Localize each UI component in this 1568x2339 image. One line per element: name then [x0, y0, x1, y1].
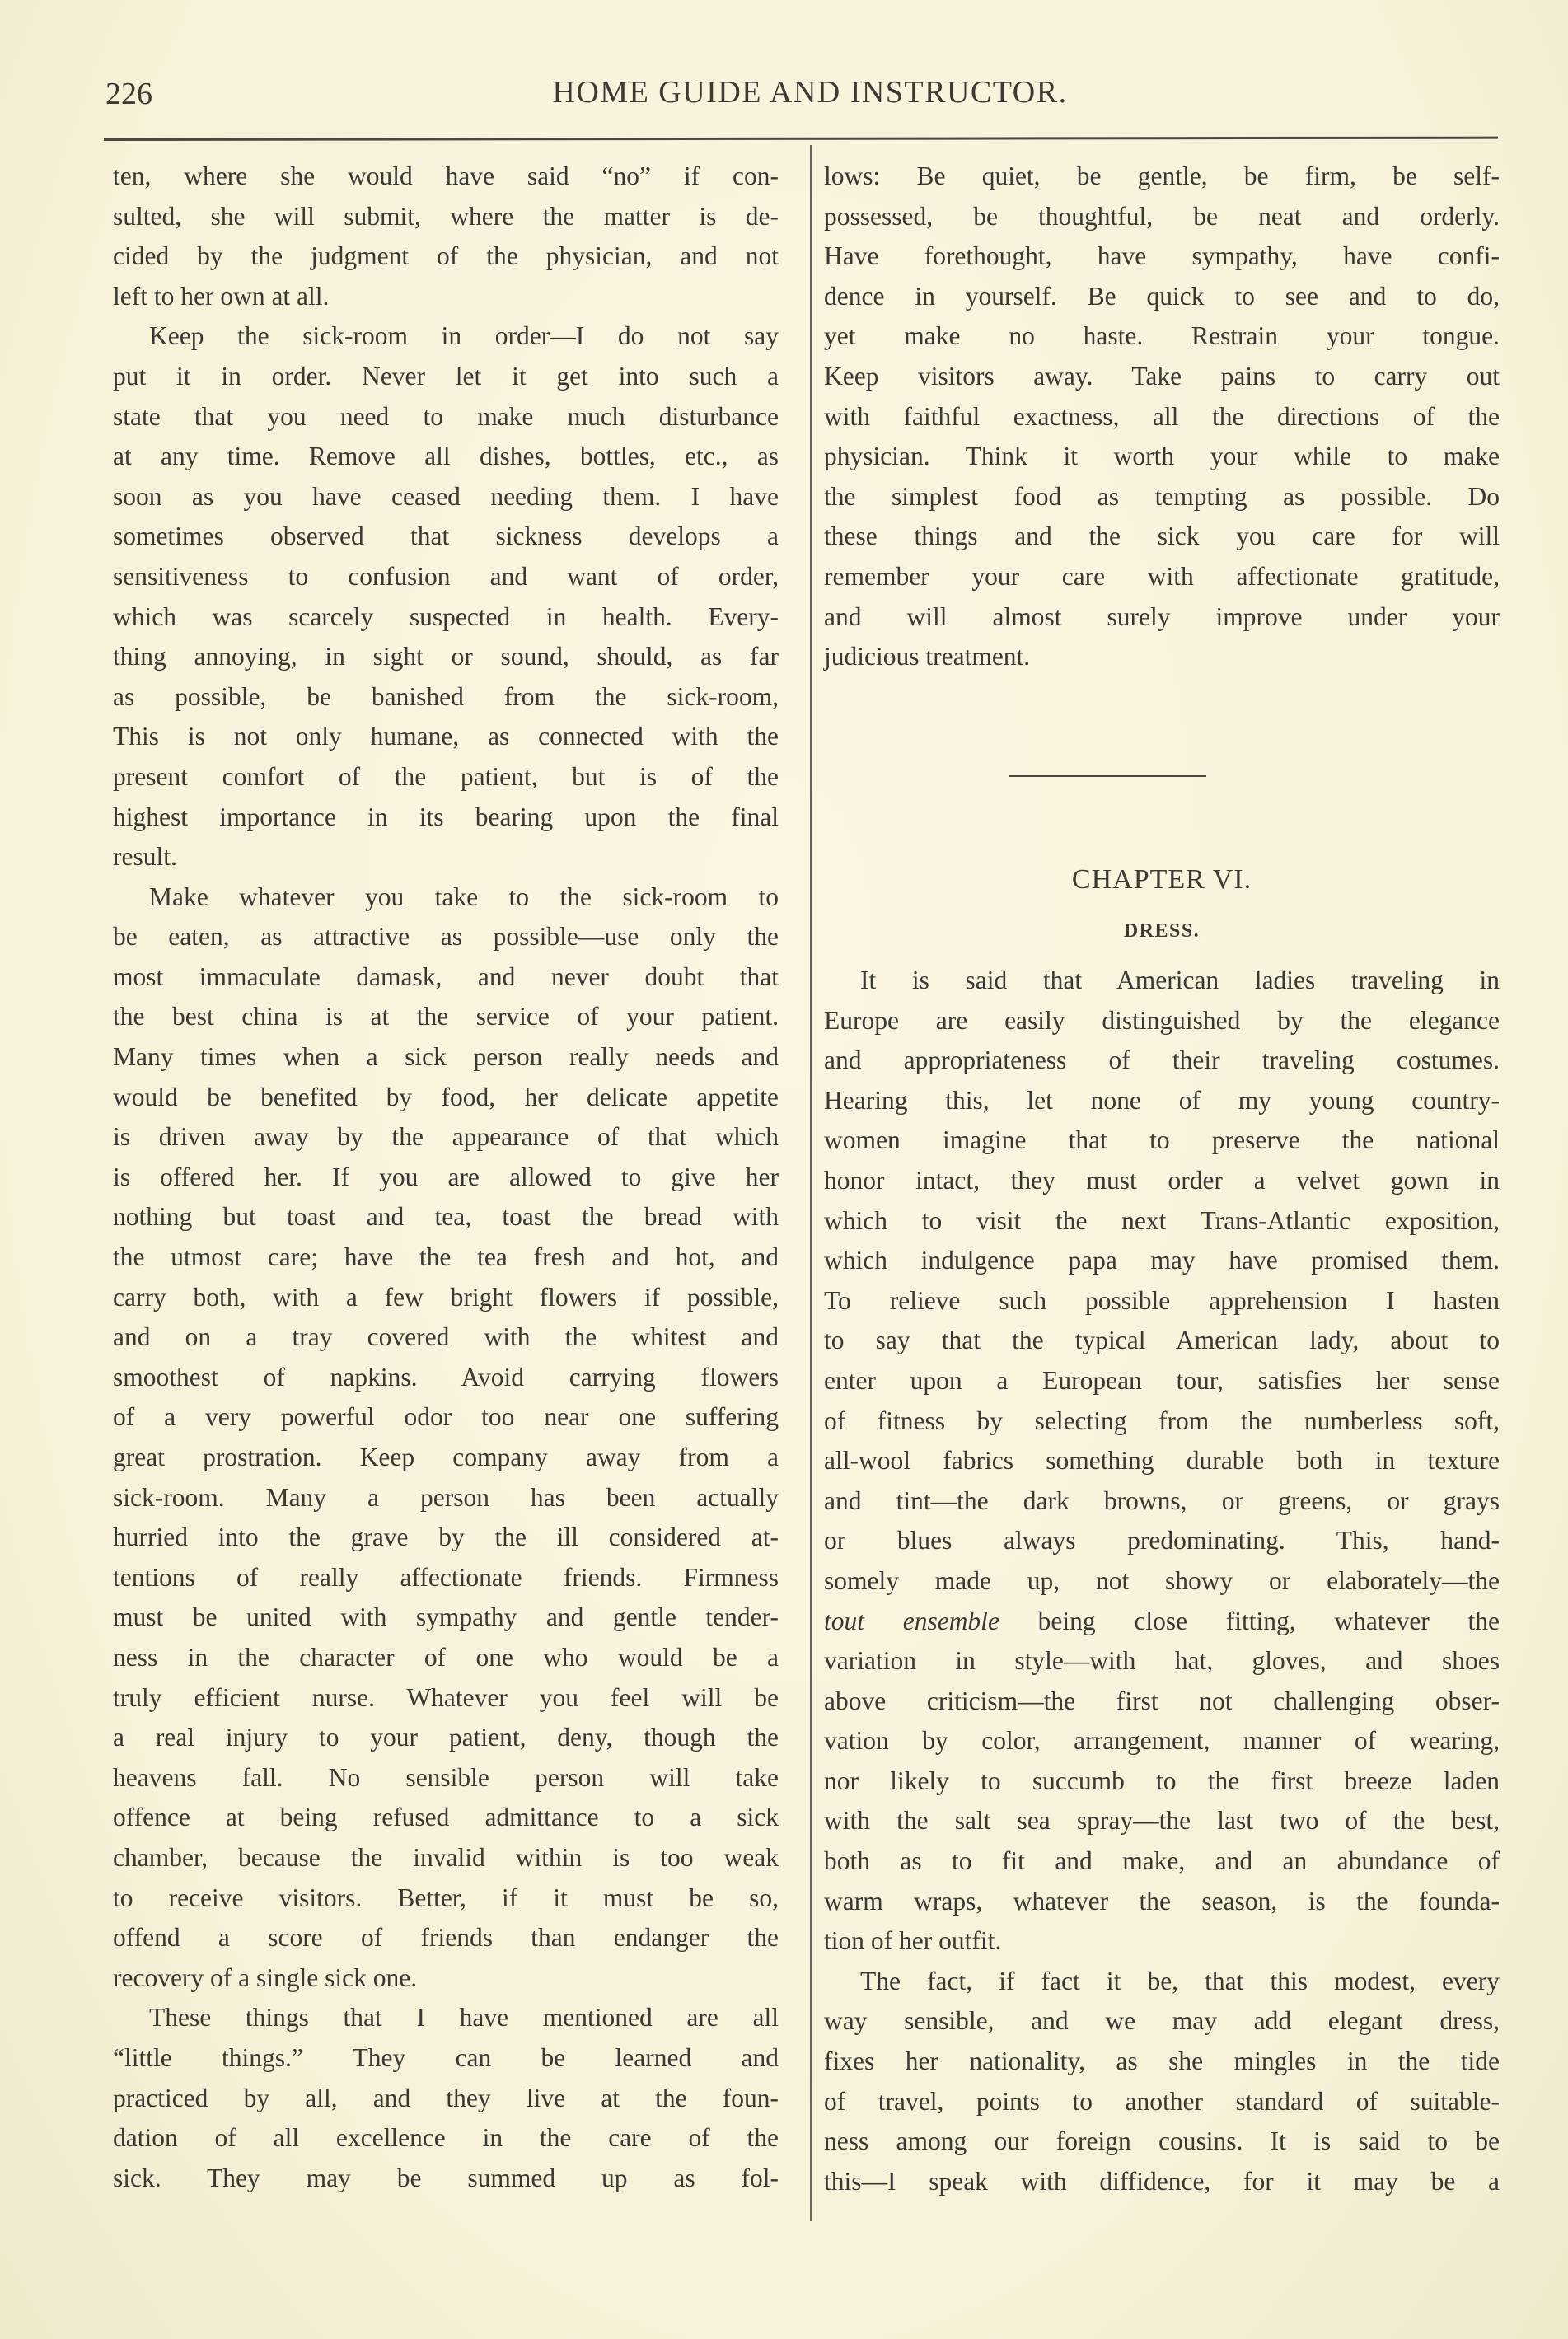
text-line: dation of all excellence in the care of the — [113, 2123, 779, 2153]
text-line: fixes her nationality, as she mingles in the tide — [824, 2047, 1500, 2076]
text-line: or blues always predominating. This, hand- — [824, 1526, 1500, 1555]
section-divider-rule — [1009, 775, 1206, 777]
text-line: sick-room. Many a person has been actually — [113, 1482, 779, 1512]
text-line: be eaten, as attractive as possible—use only the — [113, 922, 779, 952]
text-line: as possible, be banished from the sick-room, — [113, 681, 779, 711]
text-line: ness in the character of one who would be a — [113, 1642, 779, 1672]
text-line: offend a score of friends than endanger the — [113, 1923, 779, 1953]
text-line: Have forethought, have sympathy, have confi- — [824, 241, 1500, 271]
text-line: the utmost care; have the tea fresh and hot, and — [113, 1242, 779, 1272]
text-line: and appropriateness of their traveling costumes. — [824, 1046, 1500, 1075]
text-line: which to visit the next Trans-Atlantic exposition, — [824, 1205, 1500, 1235]
text-line: yet make no haste. Restrain your tongue. — [824, 321, 1500, 351]
text-line: thing annoying, in sight or sound, should, as far — [113, 642, 779, 671]
text-line: the best china is at the service of your patient. — [113, 1002, 779, 1031]
text-line: present comfort of the patient, but is of the — [113, 761, 779, 791]
paragraph-start: Keep the sick-room in order—I do not say — [149, 321, 779, 351]
text-line: practiced by all, and they live at the foun- — [113, 2083, 779, 2112]
text-line: and tint—the dark browns, or greens, or grays — [824, 1485, 1500, 1515]
right-column-lower — [824, 961, 1500, 2201]
text-line: This is not only humane, as connected with the — [113, 722, 779, 751]
text-line: of travel, points to another standard of suitable- — [824, 2086, 1500, 2116]
text-line: and on a tray covered with the whitest and — [113, 1322, 779, 1352]
paragraph-start: Make whatever you take to the sick-room to — [149, 882, 779, 911]
text-line: to receive visitors. Better, if it must be so, — [113, 1883, 779, 1912]
text-line: the simplest food as tempting as possible. Do — [824, 481, 1500, 511]
text-line: a real injury to your patient, deny, though the — [113, 1723, 779, 1752]
text-line: would be benefited by food, her delicate appetite — [113, 1082, 779, 1111]
text-line: carry both, with a few bright flowers if possible, — [113, 1282, 779, 1312]
text-line: hurried into the grave by the ill considered at- — [113, 1523, 779, 1552]
text-line: nor likely to succumb to the first breeze laden — [824, 1766, 1500, 1795]
text-line: sulted, she will submit, where the matter is de- — [113, 201, 779, 231]
text-line: result. — [113, 842, 177, 872]
text-line: sensitiveness to confusion and want of order, — [113, 561, 779, 591]
text-line: warm wraps, whatever the season, is the founda- — [824, 1886, 1500, 1916]
text-line: left to her own at all. — [113, 281, 330, 311]
text-line: which was scarcely suspected in health. Every- — [113, 601, 779, 631]
text-line: sick. They may be summed up as fol- — [113, 2163, 779, 2192]
text-line: soon as you have ceased needing them. I have — [113, 481, 779, 511]
text-line: ten, where she would have said “no” if con- — [113, 161, 779, 190]
text-line: must be united with sympathy and gentle tender- — [113, 1602, 779, 1632]
text-line: these things and the sick you care for will — [824, 522, 1500, 551]
text-line: sometimes observed that sickness develops a — [113, 522, 779, 551]
text-line: dence in yourself. Be quick to see and to do, — [824, 281, 1500, 311]
text-line: women imagine that to preserve the national — [824, 1125, 1500, 1155]
text-line: Hearing this, let none of my young country- — [824, 1085, 1500, 1115]
text-line: of a very powerful odor too near one suffering — [113, 1402, 779, 1432]
text-line: is driven away by the appearance of that which — [113, 1122, 779, 1152]
book-title: HOME GUIDE AND INSTRUCTOR. — [552, 75, 1068, 110]
text-line: put it in order. Never let it get into such a — [113, 361, 779, 391]
italic-phrase: tout ensemble — [824, 1606, 999, 1635]
page-number: 226 — [105, 77, 152, 111]
text-line: tentions of really affectionate friends. Firmness — [113, 1562, 779, 1592]
left-column — [113, 157, 779, 2198]
text-line: at any time. Remove all dishes, bottles, etc., as — [113, 442, 779, 471]
text-line: Many times when a sick person really needs and — [113, 1042, 779, 1072]
header-rule — [104, 137, 1498, 141]
text-line: heavens fall. No sensible person will take — [113, 1762, 779, 1792]
text-line: this—I speak with diffidence, for it may be a — [824, 2166, 1500, 2196]
text-line: variation in style—with hat, gloves, and shoes — [824, 1646, 1500, 1676]
text-line: remember your care with affectionate gratitude, — [824, 561, 1500, 591]
text-line: way sensible, and we may add elegant dress, — [824, 2006, 1500, 2036]
text-line: “little things.” They can be learned and — [113, 2042, 779, 2072]
text-line: which indulgence papa may have promised them. — [824, 1246, 1500, 1275]
text-line: enter upon a European tour, satisfies her sense — [824, 1365, 1500, 1395]
text-line: smoothest of napkins. Avoid carrying flowers — [113, 1362, 779, 1392]
paragraph-start: These things that I have mentioned are all — [149, 2003, 779, 2033]
text-line: all-wool fabrics something durable both in texture — [824, 1446, 1500, 1476]
text-line: cided by the judgment of the physician, and not — [113, 241, 779, 271]
text-line: recovery of a single sick one. — [113, 1962, 418, 1992]
column-divider — [810, 145, 812, 2221]
right-column-upper — [824, 157, 1500, 677]
text-line: Europe are easily distinguished by the elegance — [824, 1005, 1500, 1035]
text-line: truly efficient nurse. Whatever you feel will be — [113, 1682, 779, 1712]
text-line: both as to fit and make, and an abundance of — [824, 1846, 1500, 1876]
text-line: physician. Think it worth your while to make — [824, 442, 1500, 471]
text-line: vation by color, arrangement, manner of wearing, — [824, 1726, 1500, 1756]
paragraph-start: It is said that American ladies traveling in — [860, 966, 1500, 994]
text-line: ness among our foreign cousins. It is said to be — [824, 2126, 1500, 2156]
running-head — [105, 73, 1498, 114]
text-line: is offered her. If you are allowed to give her — [113, 1162, 779, 1191]
text-line: tion of her outfit. — [824, 1926, 1002, 1956]
text-line: most immaculate damask, and never doubt that — [113, 961, 779, 991]
chapter-title: CHAPTER VI. — [1071, 864, 1252, 895]
text-line: of fitness by selecting from the numberless soft, — [824, 1406, 1500, 1435]
text-fragment: being close fitting, whatever the — [1037, 1606, 1500, 1635]
text-line: offence at being refused admittance to a sick — [113, 1803, 779, 1832]
text-line: chamber, because the invalid within is too weak — [113, 1842, 779, 1872]
text-line: lows: Be quiet, be gentle, be firm, be self- — [824, 161, 1500, 190]
text-line-with-italic — [824, 1602, 1500, 1642]
text-line: great prostration. Keep company away from a — [113, 1443, 779, 1471]
text-line: To relieve such possible apprehension I hasten — [824, 1285, 1500, 1315]
text-line: highest importance in its bearing upon the final — [113, 802, 779, 831]
text-line: with the salt sea spray—the last two of the best, — [824, 1806, 1500, 1836]
paragraph-start: The fact, if fact it be, that this modest, every — [860, 1966, 1500, 1995]
text-line: state that you need to make much disturbance — [113, 401, 779, 431]
text-line: nothing but toast and tea, toast the bread with — [113, 1202, 779, 1232]
text-line: judicious treatment. — [824, 642, 1031, 671]
text-line: possessed, be thoughtful, be neat and orderly. — [824, 201, 1500, 231]
text-line: somely made up, not showy or elaborately—the — [824, 1565, 1500, 1595]
text-line: with faithful exactness, all the directions of the — [824, 401, 1500, 431]
text-line: Keep visitors away. Take pains to carry out — [824, 361, 1500, 391]
text-line: to say that the typical American lady, about to — [824, 1326, 1500, 1355]
text-line: above criticism—the first not challenging obser- — [824, 1686, 1500, 1715]
text-line: and will almost surely improve under your — [824, 601, 1500, 631]
text-line: honor intact, they must order a velvet gown in — [824, 1165, 1500, 1195]
chapter-subtitle: DRESS. — [1123, 920, 1201, 942]
